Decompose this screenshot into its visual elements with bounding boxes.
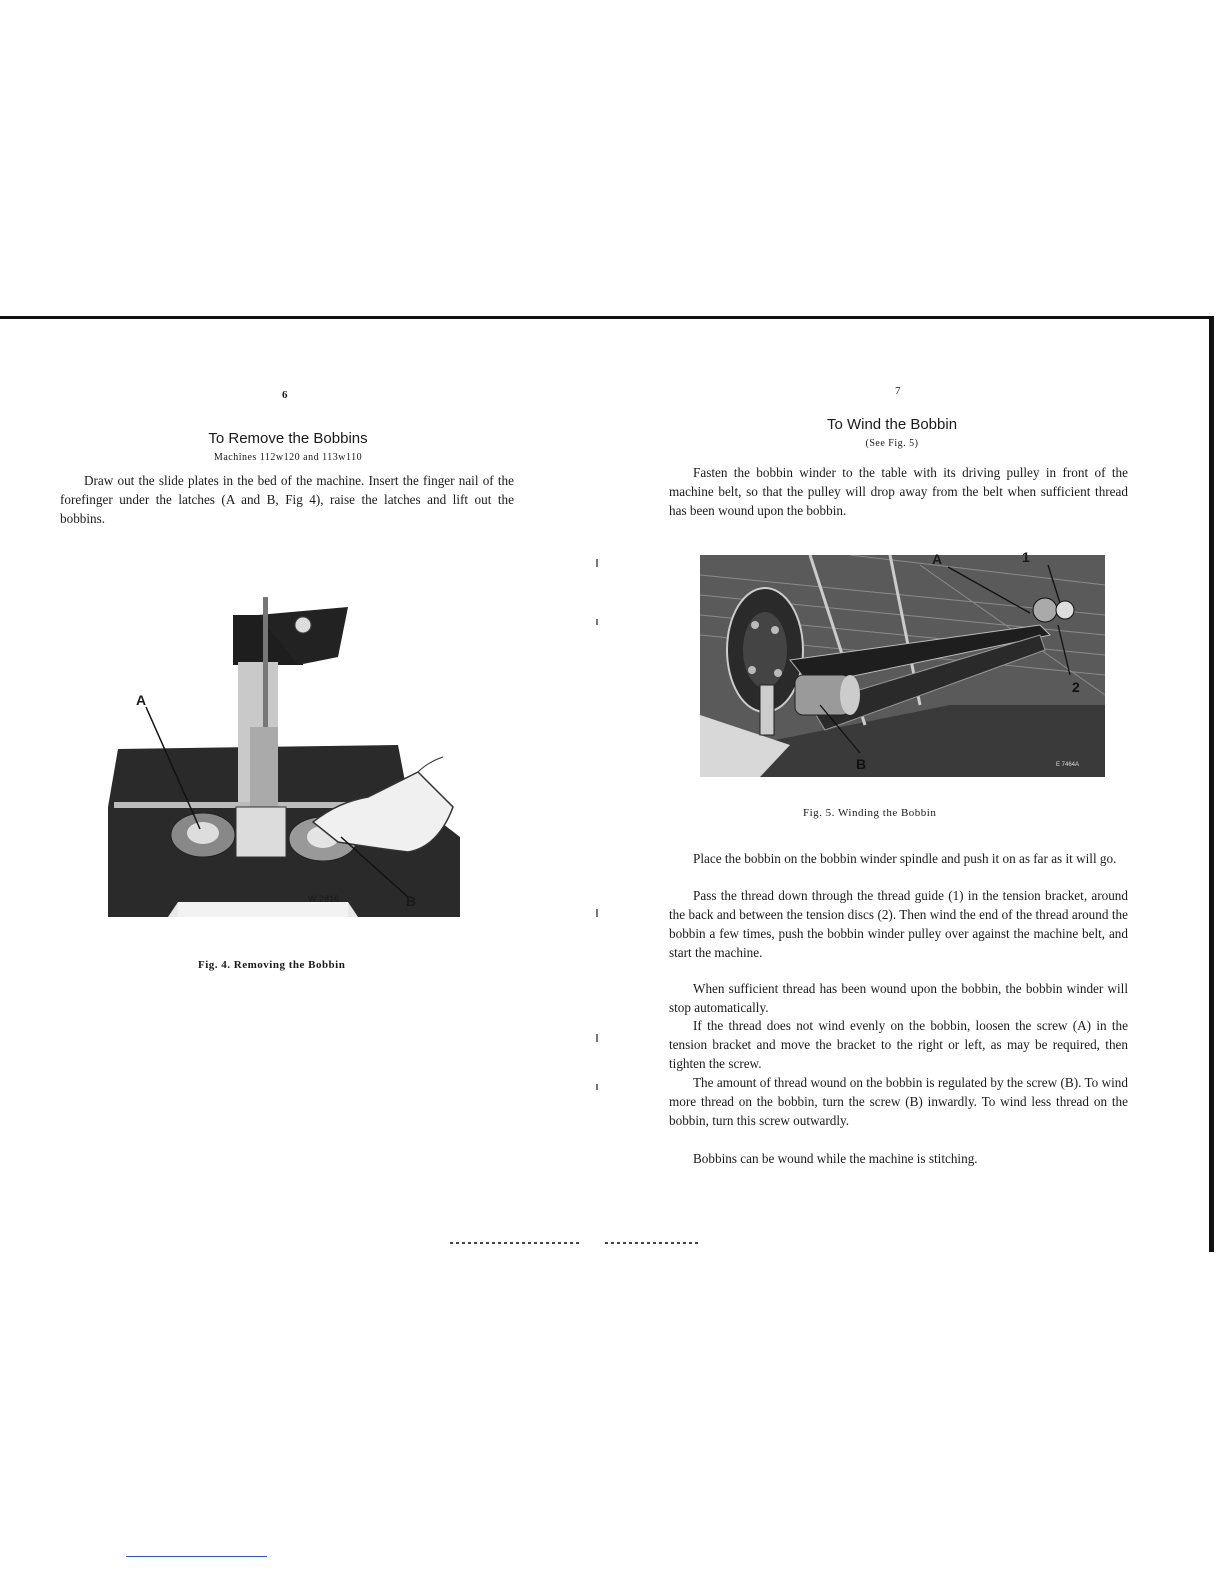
body-paragraph: When sufficient thread has been wound upon the bobbin, the bobbin winder will stop automatically.	[669, 981, 1128, 1015]
body-paragraph: Place the bobbin on the bobbin winder spindle and push it on as far as it will go.	[693, 851, 1117, 866]
callout-label-2: 2	[1072, 679, 1080, 695]
callout-label-1: 1	[1022, 549, 1030, 565]
bobbin-winder-illustration	[700, 555, 1105, 777]
plate-code: E 7464A	[1056, 762, 1080, 768]
bottom-rule	[126, 1556, 267, 1557]
body-paragraph: If the thread does not wind evenly on the bobbin, loosen the screw (A) in the tension bracket and move the bracket to the right or left, as may be required, then tighten the screw.	[669, 1018, 1128, 1071]
section-subtitle: Machines 112w120 and 113w110	[213, 452, 363, 463]
sewing-machine-bobbin-illustration	[108, 597, 468, 917]
section-title: To Remove the Bobbins	[208, 430, 368, 447]
page-number: 6	[282, 389, 288, 401]
figure-caption: Fig. 5. Winding the Bobbin	[803, 807, 937, 819]
figure-caption: Fig. 4. Removing the Bobbin	[198, 959, 346, 971]
callout-label-b: B	[856, 756, 867, 772]
figure-5-photo	[700, 549, 1105, 777]
scan-smudge	[605, 1242, 700, 1244]
body-paragraph: The amount of thread wound on the bobbin is regulated by the screw (B). To wind more thread on the bobbin, turn the screw (B) inwardly. To wind less thread on the bobbin, turn this screw outwardly.	[669, 1075, 1128, 1128]
gutter-mark	[596, 559, 598, 567]
section-title: To Wind the Bobbin	[826, 416, 958, 433]
scan-smudge	[450, 1242, 580, 1244]
callout-label-a: A	[932, 551, 943, 567]
gutter-mark	[596, 1034, 598, 1042]
page-spread	[0, 316, 1214, 1252]
page-number: 7	[895, 385, 901, 397]
callout-label-b: B	[406, 893, 417, 909]
callout-label-a: A	[136, 692, 147, 708]
left-page	[0, 319, 600, 1252]
figure-4-photo	[108, 597, 468, 917]
right-page	[605, 319, 1205, 1252]
gutter-mark	[596, 1084, 598, 1090]
plate-code: W 2816	[308, 894, 340, 904]
body-paragraph: Bobbins can be wound while the machine is stitching.	[693, 1151, 978, 1166]
body-paragraph: Pass the thread down through the thread guide (1) in the tension bracket, around the back and between the tension discs (2). Then wind the end of the thread around the bobbin a few times, push the bobbin winder pulley over against the machine belt, and start the machine.	[669, 888, 1128, 960]
gutter-mark	[596, 909, 598, 917]
section-subtitle: (See Fig. 5)	[865, 438, 919, 449]
body-paragraph: Draw out the slide plates in the bed of the machine. Insert the finger nail of the forefinger under the latches (A and B, Fig 4), raise the latches and lift out the bobbins.	[60, 473, 514, 526]
intro-paragraph: Fasten the bobbin winder to the table with its driving pulley in front of the machine belt, so that the pulley will drop away from the belt when sufficient thread has been wound upon the bobbin.	[669, 465, 1128, 518]
gutter-mark	[596, 619, 598, 625]
